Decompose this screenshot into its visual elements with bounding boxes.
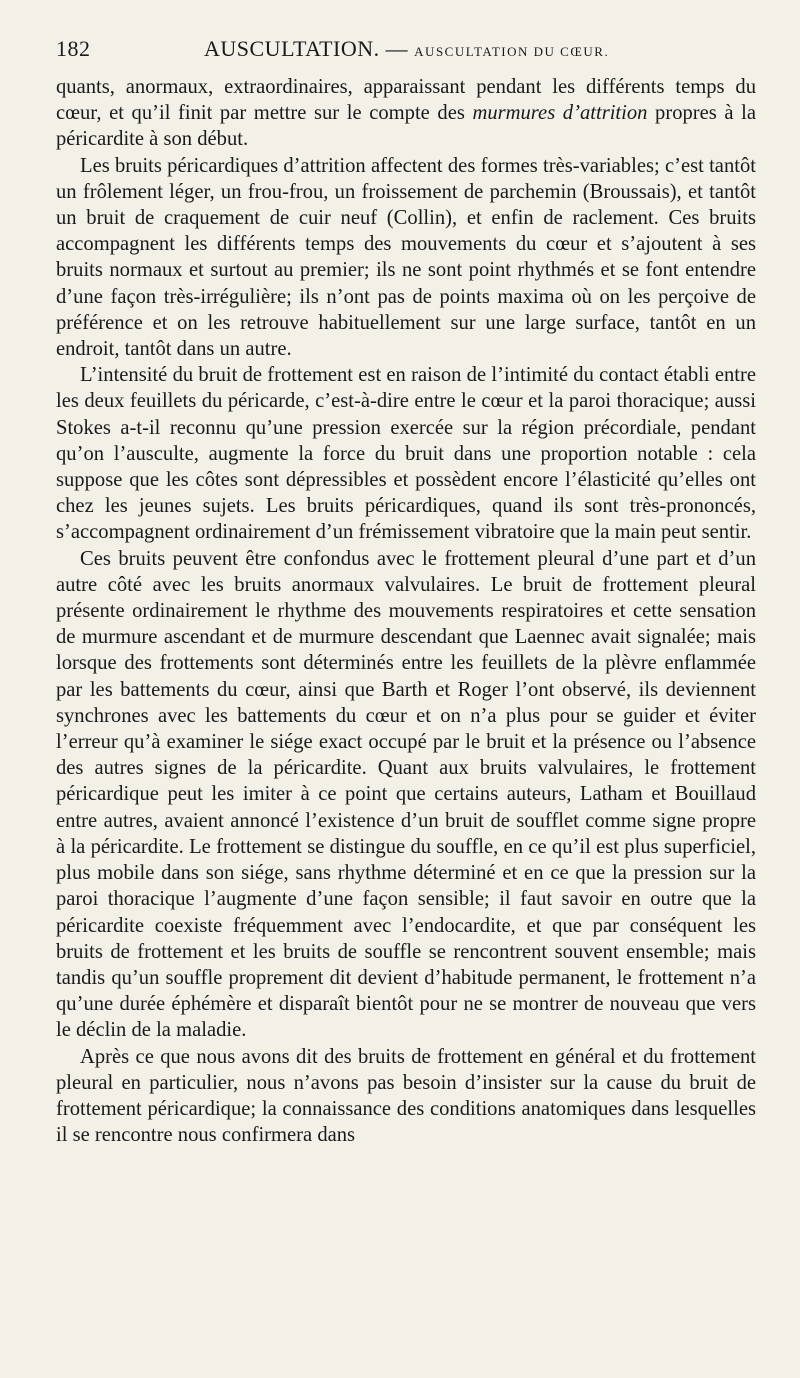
- body-text: [56, 74, 756, 1148]
- running-head: [56, 36, 756, 74]
- page-number: 182: [56, 36, 91, 61]
- paragraph-continuation: [56, 74, 756, 153]
- title-dash: —: [385, 36, 409, 61]
- subsection-title: AUSCULTATION DU CŒUR.: [414, 44, 610, 59]
- paragraph: Les bruits péricardiques d’attrition affectent des formes très-variables; c’est tantôt un frôlement léger, un frou-frou, un froissement de parchemin (Broussais), et tantôt un bruit de craquement de cuir neuf (Collin), et enfin de raclement. Ces bruits accompagnent les différents temps des mouvements du cœur et s’ajoutent à ses bruits normaux et surtout au premier; ils ne sont point rhythmés et se font entendre d’une façon très-irrégulière; ils n’ont pas de points maxima où on les perçoive de préférence et on les retrouve habituellement sur une large surface, tantôt en un endroit, tantôt dans un autre.: [56, 154, 756, 361]
- paragraph-text: propres à la péricardite à son début.: [56, 102, 756, 151]
- paragraph: Après ce que nous avons dit des bruits de frottement en général et du frottement pleural en particulier, nous n’avons pas besoin d’insister sur la cause du bruit de frottement péricardique; la connaissance des conditions anatomiques dans lesquelles il se rencontre nous confirmera dans: [56, 1045, 756, 1147]
- paragraph: Ces bruits peuvent être confondus avec le frottement pleural d’une part et d’un autre côté avec les bruits anormaux valvulaires. Le bruit de frottement pleural présente ordinairement le rhythme des mouvements respiratoires et cette sensation de murmure ascendant et de murmure descendant que Laennec avait signalée; mais lorsque des frottements sont déterminés entre les feuillets de la plèvre enflammée par les battements du cœur, ainsi que Barth et Roger l’ont observé, ils deviennent synchrones avec les battements du cœur et on n’a plus pour se guider et éviter l’erreur qu’à examiner le siége exact occupé par le bruit et la présence ou l’absence des autres signes de la péricardite. Quant aux bruits valvulaires, le frottement péricardique peut les imiter à ce point que certains auteurs, Latham et Bouillaud entre autres, avaient annoncé l’existence d’un bruit de soufflet comme signe propre à la péricardite. Le frottement se distingue du souffle, en ce qu’il est plus superficiel, plus mobile dans son siége, sans rhythme déterminé et en ce que la pression sur la paroi thoracique l’augmente d’une façon sensible; il faut savoir en outre que la péricardite coexiste fréquemment avec l’endocardite, et que par conséquent les bruits de frottement et les bruits de souffle se rencontrent souvent ensemble; mais tandis qu’un souffle proprement dit devient d’habitude permanent, le frottement n’a qu’une durée éphémère et disparaît bientôt pour ne se montrer de nouveau que vers le déclin de la maladie.: [56, 547, 756, 1042]
- section-heading: [204, 36, 609, 62]
- paragraph-text: quants, anormaux, extraordinaires, apparaissant pendant les différents temps du cœur, et qu’il finit par mettre sur le compte des: [56, 76, 756, 125]
- paragraph: L’intensité du bruit de frottement est en raison de l’intimité du contact établi entre les deux feuillets du péricarde, c’est-à-dire entre le cœur et la paroi thoracique; aussi Stokes a-t-il reconnu qu’une pression exercée sur la région précordiale, pendant qu’on l’ausculte, augmente la force du bruit dans une proportion notable : cela suppose que les côtes sont dépressibles et possèdent encore l’élasticité qu’elles ont chez les jeunes sujets. Les bruits péricardiques, quand ils sont très-prononcés, s’accompagnent ordinairement d’un frémissement vibratoire que la main peut sentir.: [56, 364, 756, 544]
- book-page: [56, 36, 756, 1148]
- italic-term: murmures d’attrition: [472, 102, 648, 125]
- section-title: AUSCULTATION.: [204, 36, 380, 61]
